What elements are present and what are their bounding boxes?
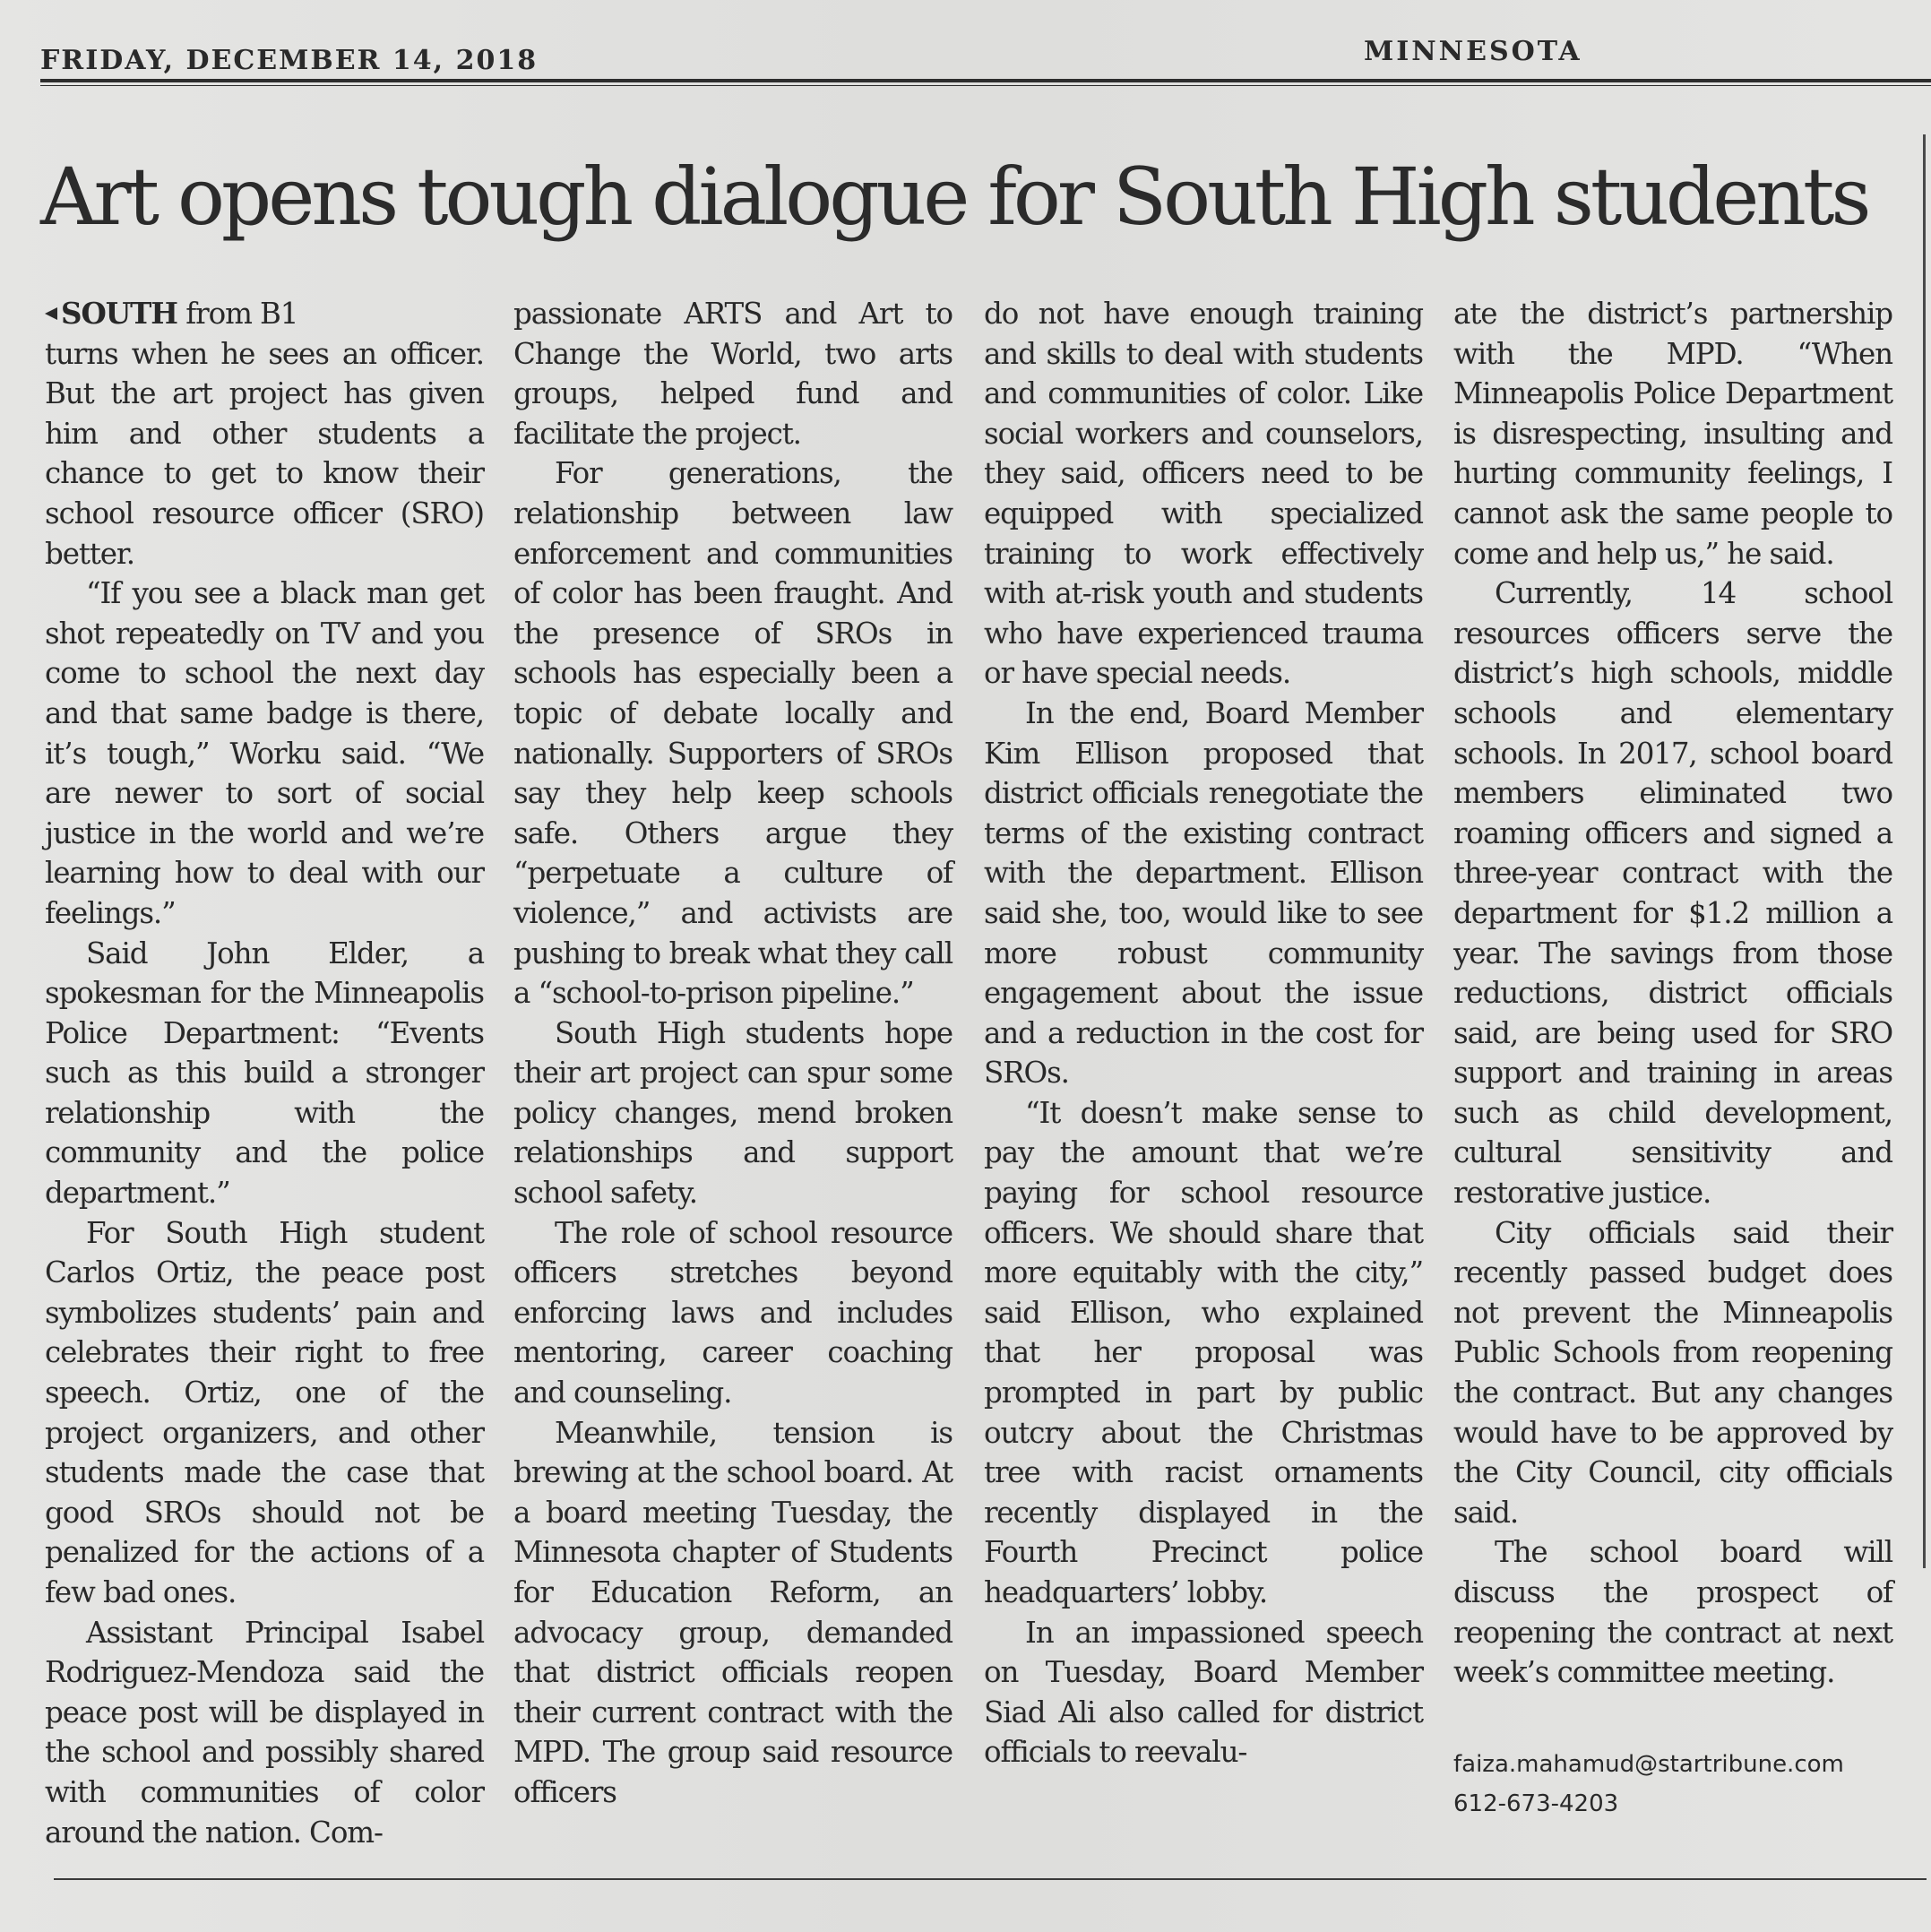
paragraph: do not have enough training and skills to deal with students and communities of color. Like social workers and counselors, they said, officers need to be equipped with specialized training to work effectively with at-risk youth and students who have experienced trauma or have special needs. (984, 297, 1423, 691)
paragraph: “It doesn’t make sense to pay the amount that we’re paying for school resource officers. We should share that more equitably with the city,” said Ellison, who explained that her proposal was prompted in part by public outcry about the Christmas tree with racist ornaments recently displayed in the Fourth Precinct police headquarters’ lobby. (984, 1095, 1423, 1609)
jump-line (45, 294, 484, 334)
article-column-1 (45, 294, 484, 1852)
headline: Art opens tough dialogue for South High students (40, 151, 1868, 243)
paragraph: The school board will discuss the prospect of reopening the contract at next week’s committee meeting. (1453, 1535, 1892, 1690)
paragraph: Meanwhile, tension is brewing at the school board. At a board meeting Tuesday, the Minnesota chapter of Students for Education Reform, an advocacy group, demanded that district officials reopen their current contract with the MPD. The group said resource officers (513, 1415, 953, 1809)
paragraph: For generations, the relationship between law enforcement and communities of color has been fraught. And the presence of SROs in schools has especially been a topic of debate locally and nationally. Supporters of SROs say they help keep schools safe. Others argue they “perpetuate a culture of violence,” and activists are pushing to break what they call a “school-to-prison pipeline.” (513, 456, 953, 1011)
article-column-3 (984, 294, 1423, 1772)
header-rule (40, 79, 1931, 86)
paragraph: ate the district’s partnership with the MPD. “When Minneapolis Police Department is disrespecting, insulting and hurting community feelings, I cannot ask the same people to come and help us,” he said. (1453, 297, 1892, 571)
paragraph: “If you see a black man get shot repeatedly on TV and you come to school the next day and that same badge is there, it’s tough,” Worku said. “We are newer to sort of social justice in the world and we’re learning how to deal with our feelings.” (45, 576, 484, 930)
paragraph: City officials said their recently passed budget does not prevent the Minneapolis Public Schools from reopening the contract. But any changes would have to be approved by the City Council, city officials said. (1453, 1215, 1892, 1530)
paragraph: South High students hope their art project can spur some policy changes, mend broken relationships and support school safety. (513, 1015, 953, 1211)
jump-arrow-icon (45, 307, 57, 320)
paragraph: Currently, 14 school resources officers serve the district’s high schools, middle schools and elementary schools. In 2017, school board members eliminated two roaming officers and signed a three-year contract with the department for $1.2 million a year. The savings from those reductions, district officials said, are being used for SRO support and training in areas such as child development, cultural sensitivity and restorative justice. (1453, 576, 1892, 1211)
paragraph: passionate ARTS and Art to Change the World, two arts groups, helped fund and facilitate the project. (513, 297, 953, 451)
paragraph: For South High student Carlos Ortiz, the peace post symbolizes students’ pain and celebrates their right to free speech. Ortiz, one of the project organizers, and other students made the case that good SROs should not be penalized for the actions of a few bad ones. (45, 1215, 484, 1609)
paragraph: In the end, Board Member Kim Ellison proposed that district officials renegotiate the terms of the existing contract with the department. Ellison said she, too, would like to see more robust community engagement about the issue and a reduction in the cost for SROs. (984, 695, 1423, 1091)
jump-source: from B1 (177, 297, 298, 331)
footer-rule (54, 1878, 1927, 1880)
page-edge (1923, 134, 1926, 1568)
section-name: MINNESOTA (1364, 36, 1582, 67)
article-column-2 (513, 294, 953, 1813)
paragraph: The role of school resource officers stretches beyond enforcing laws and includes mentoring, career coaching and counseling. (513, 1215, 953, 1410)
paragraph: Assistant Principal Isabel Rodriguez-Mendoza said the peace post will be displayed in the school and possibly shared with communities of color around the nation. Com- (45, 1615, 484, 1850)
author-contact (1453, 1745, 1892, 1824)
author-phone: 612-673-4203 (1453, 1790, 1619, 1817)
paragraph: turns when he sees an officer. But the art project has given him and other students a chance to get to know their school resource officer (SRO) better. (45, 336, 484, 571)
jump-label: SOUTH (61, 296, 178, 331)
paragraph: Said John Elder, a spokesman for the Minneapolis Police Department: “Events such as this build a stronger relationship with the community and the police department.” (45, 936, 484, 1211)
article-column-4 (1453, 294, 1892, 1824)
paragraph: In an impassioned speech on Tuesday, Board Member Siad Ali also called for district officials to reevalu- (984, 1615, 1423, 1770)
page-date: FRIDAY, DECEMBER 14, 2018 (40, 45, 539, 76)
author-email[interactable]: faiza.mahamud@startribune.com (1453, 1750, 1844, 1778)
